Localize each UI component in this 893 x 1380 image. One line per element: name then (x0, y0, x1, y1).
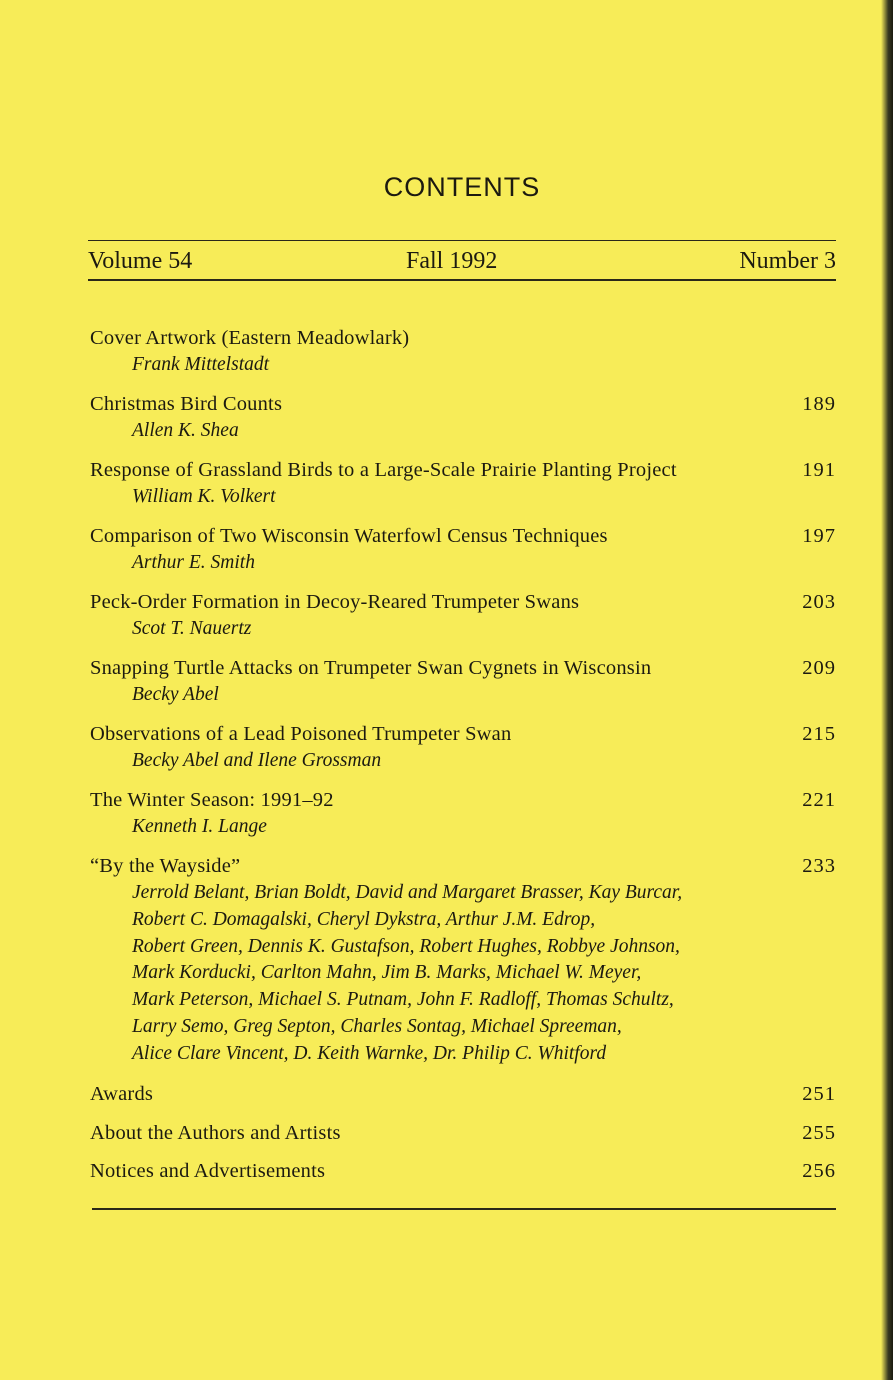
toc-entry[interactable] (90, 523, 836, 576)
author-line: Robert Green, Dennis K. Gustafson, Robert Hughes, Robbye Johnson, (132, 935, 680, 957)
entry-page-number: 255 (802, 1121, 836, 1144)
entry-page-number: 221 (802, 789, 836, 811)
entry-title: “By the Wayside” (90, 855, 241, 877)
page-title: CONTENTS (383, 172, 541, 202)
issue-info-row (88, 246, 836, 276)
entry-authors: Becky Abel and Ilene Grossman (132, 750, 382, 771)
author-line: Mark Korducki, Carlton Mahn, Jim B. Marks, Michael W. Meyer, (132, 962, 642, 984)
entry-page-number: 209 (802, 657, 836, 679)
entry-page-number: 256 (802, 1160, 836, 1183)
entry-title: Peck-Order Formation in Decoy-Reared Trumpeter Swans (90, 591, 580, 613)
entry-page-number: 251 (802, 1083, 836, 1106)
author-line: Larry Semo, Greg Septon, Charles Sontag, Michael Spreeman, (132, 1015, 622, 1037)
footer-rule (92, 1208, 836, 1210)
toc-entry[interactable] (90, 391, 836, 444)
header-top-rule (88, 240, 836, 241)
table-of-contents (90, 325, 836, 1197)
entry-page-number: 215 (802, 723, 836, 745)
entry-authors: Scot T. Nauertz (132, 618, 252, 639)
author-line: Robert C. Domagalski, Cheryl Dykstra, Arthur J.M. Edrop, (132, 908, 596, 930)
entry-title: Comparison of Two Wisconsin Waterfowl Census Techniques (90, 525, 608, 547)
entry-title: Observations of a Lead Poisoned Trumpeter Swan (90, 723, 512, 745)
toc-entry[interactable] (90, 1120, 836, 1147)
entry-title: Notices and Advertisements (90, 1160, 326, 1183)
entry-title: Awards (90, 1083, 154, 1106)
page-edge-shadow (881, 0, 893, 1380)
toc-entry[interactable] (90, 325, 836, 378)
entry-authors: Frank Mittelstadt (132, 354, 270, 375)
entry-page-number: 203 (802, 591, 836, 613)
entry-authors: Becky Abel (132, 684, 219, 705)
season-label: Fall 1992 (406, 248, 498, 274)
toc-entry[interactable] (90, 787, 836, 840)
toc-entry[interactable] (90, 457, 836, 510)
issue-number-label: Number 3 (739, 248, 836, 274)
entry-page-number: 189 (802, 393, 836, 415)
entry-title: Christmas Bird Counts (90, 393, 283, 415)
header-bottom-rule (88, 279, 836, 281)
toc-entry[interactable] (90, 1081, 836, 1108)
author-line: Mark Peterson, Michael S. Putnam, John F. Radloff, Thomas Schultz, (132, 989, 674, 1011)
entry-authors: Arthur E. Smith (132, 552, 255, 573)
entry-title: Response of Grassland Birds to a Large-Scale Prairie Planting Project (90, 459, 677, 481)
entry-title: The Winter Season: 1991–92 (90, 789, 334, 811)
toc-entry-wayside[interactable] (90, 853, 836, 1068)
author-line: Jerrold Belant, Brian Boldt, David and Margaret Brasser, Kay Burcar, (132, 882, 683, 903)
entry-title: Snapping Turtle Attacks on Trumpeter Swan Cygnets in Wisconsin (90, 657, 652, 679)
entry-authors: Kenneth I. Lange (132, 816, 267, 837)
entry-authors (90, 880, 836, 1068)
entry-page-number: 233 (802, 855, 836, 877)
toc-entry[interactable] (90, 1158, 836, 1185)
entry-authors: William K. Volkert (132, 486, 276, 507)
contents-page (88, 0, 836, 1380)
entry-title: Cover Artwork (Eastern Meadowlark) (90, 327, 410, 349)
entry-page-number: 197 (802, 525, 836, 547)
toc-entry[interactable] (90, 721, 836, 774)
entry-authors: Allen K. Shea (132, 420, 239, 441)
toc-entry[interactable] (90, 655, 836, 708)
entry-title: About the Authors and Artists (90, 1121, 341, 1144)
author-line: Alice Clare Vincent, D. Keith Warnke, Dr. Philip C. Whitford (132, 1042, 607, 1064)
volume-label: Volume 54 (88, 248, 193, 274)
entry-page-number: 191 (802, 459, 836, 481)
toc-entry[interactable] (90, 589, 836, 642)
